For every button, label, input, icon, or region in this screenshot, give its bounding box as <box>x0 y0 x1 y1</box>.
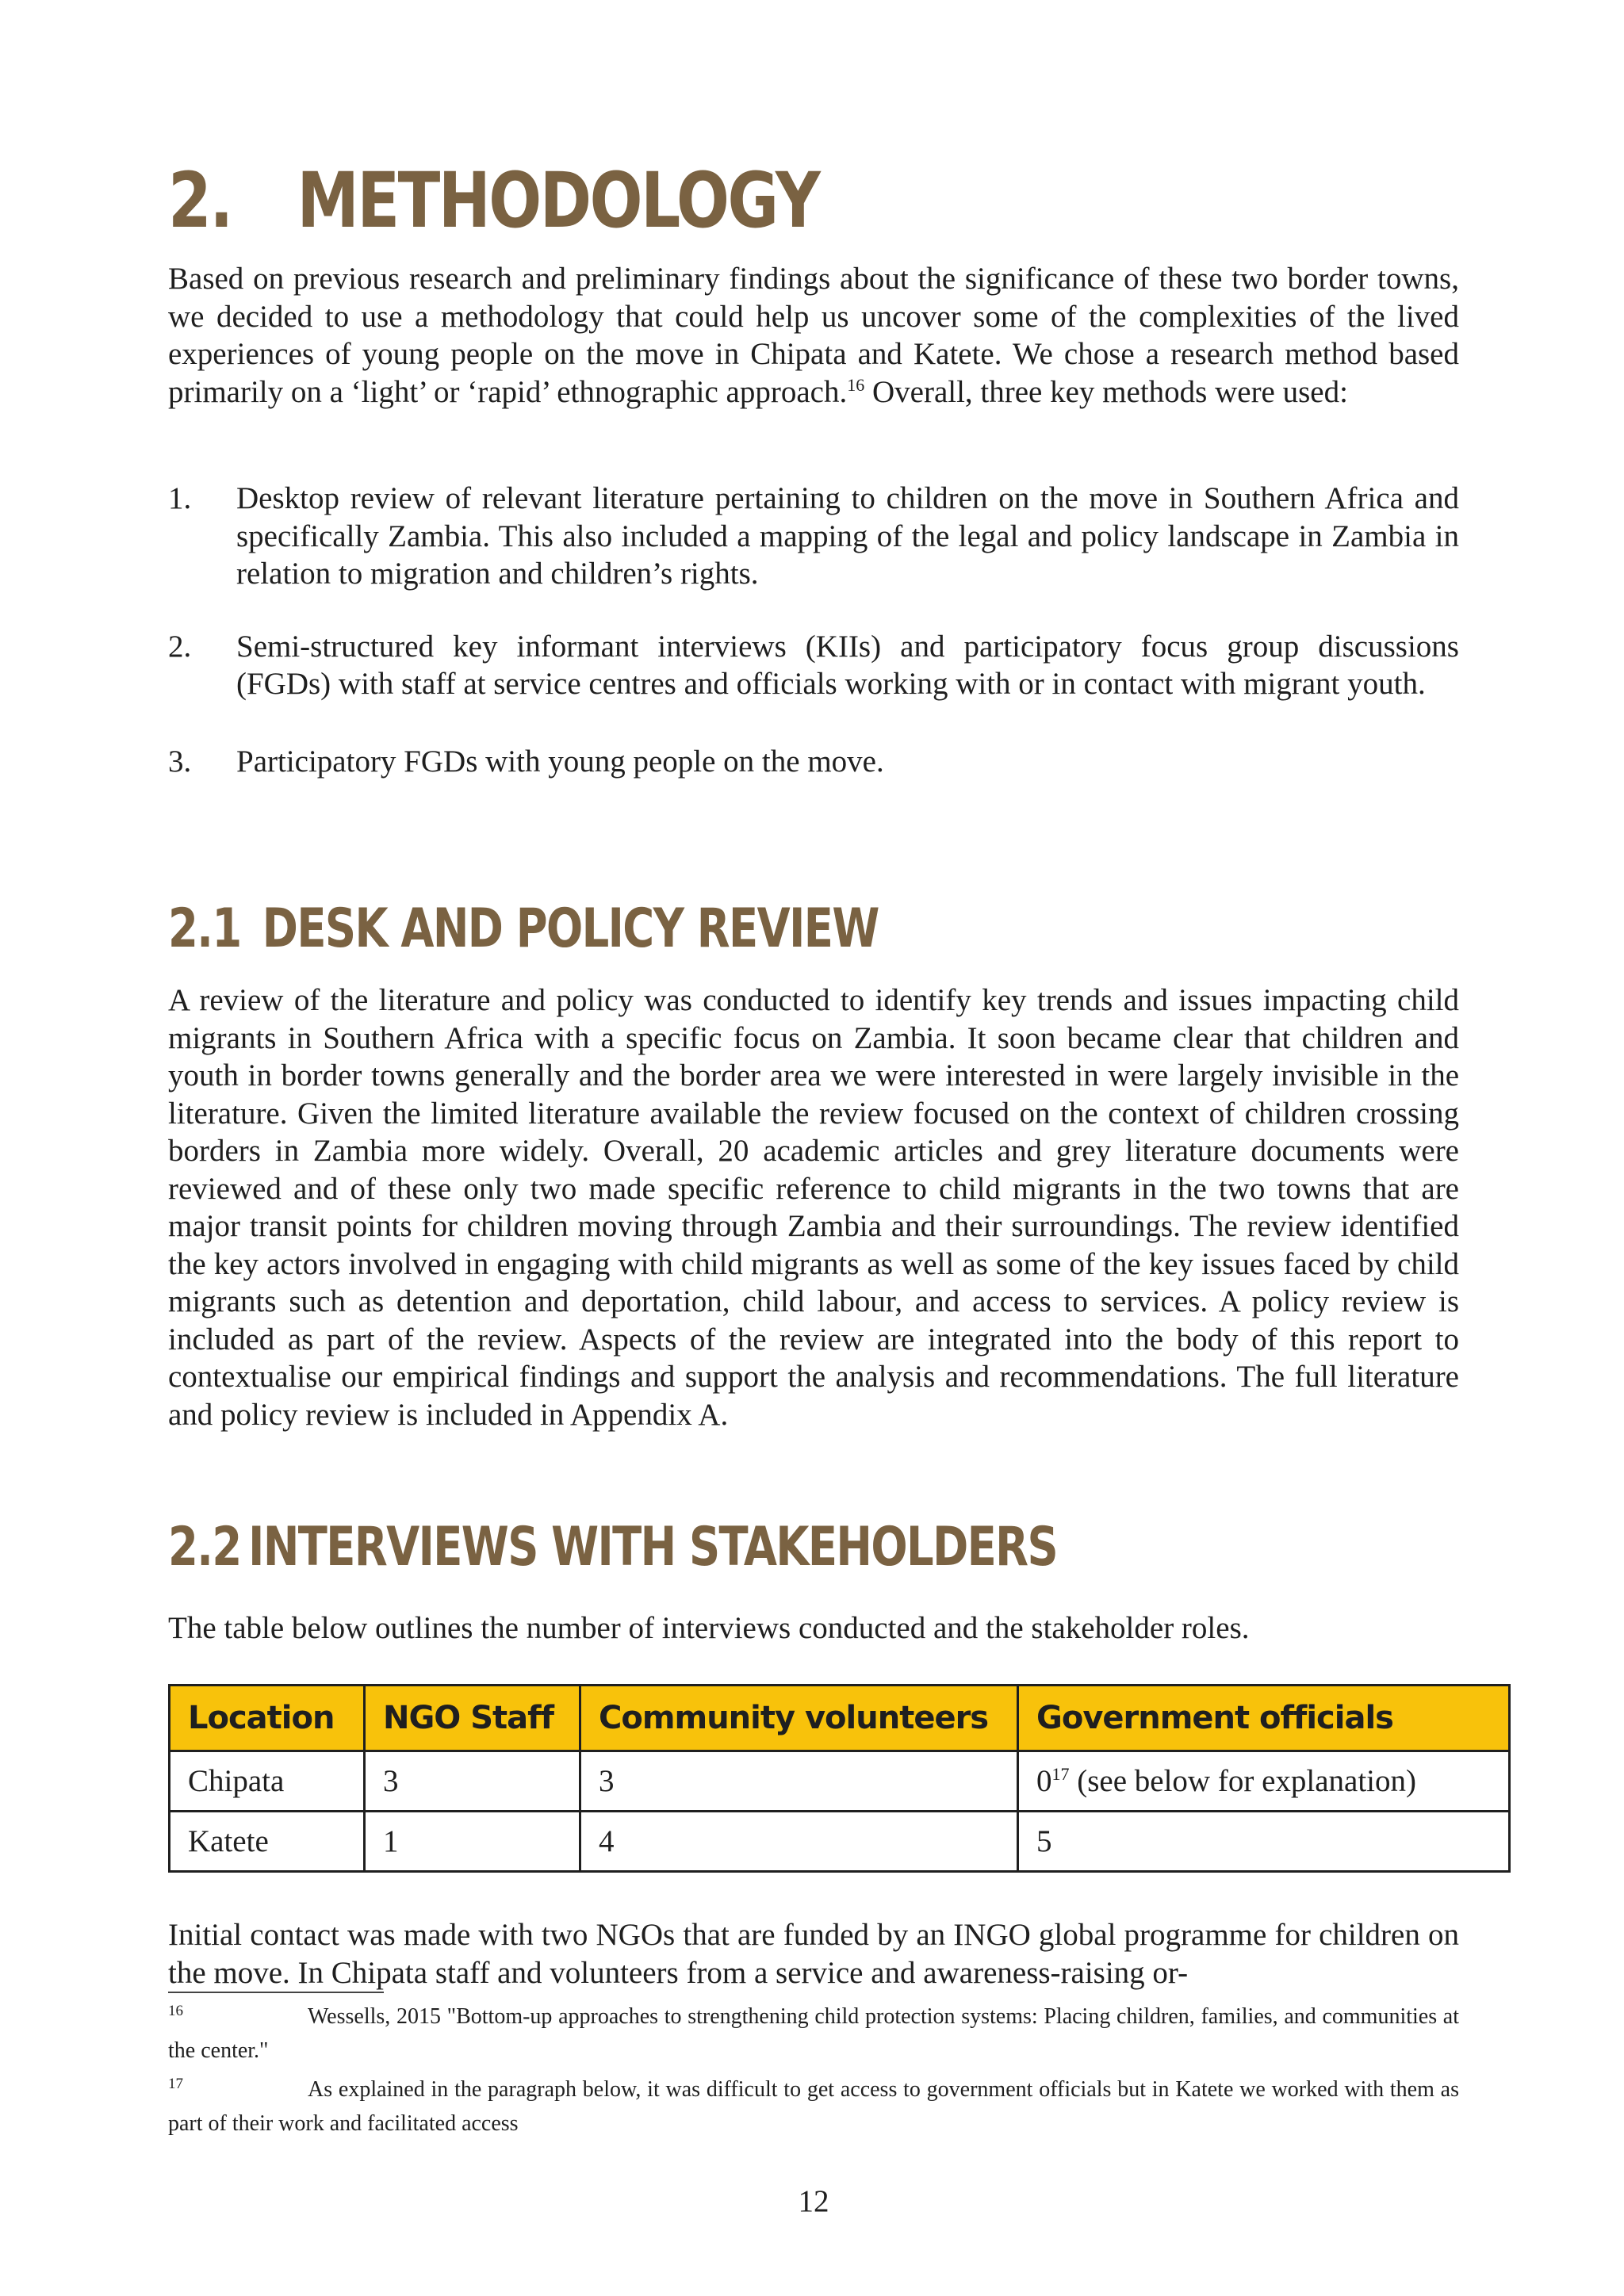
section-2-1-title: DESK AND POLICY REVIEW <box>262 897 879 960</box>
cell-community-volunteers: 4 <box>580 1812 1018 1872</box>
methods-list <box>168 480 1459 780</box>
cell-ngo-staff: 1 <box>365 1812 580 1872</box>
cell-location: Chipata <box>170 1751 365 1812</box>
list-item-text: Desktop review of relevant literature pertaining to children on the move in Southern Africa and specifically Zambia. This also included a mapping of the legal and policy landscape in Zambia in relation to migration and children’s rights. <box>236 481 1459 591</box>
cell-location: Katete <box>170 1812 365 1872</box>
footnote-ref-16: 16 <box>847 374 865 395</box>
main-heading-number: 2. <box>168 156 232 245</box>
main-heading <box>168 157 818 244</box>
table-row <box>170 1812 1510 1872</box>
section-2-2-intro: The table below outlines the number of interviews conducted and the stakeholder roles. <box>168 1611 1250 1645</box>
table-header-row <box>170 1686 1510 1751</box>
footnote-text: As explained in the paragraph below, it was difficult to get access to government officials but in Katete we worked with them as part of their work and facilitated access <box>168 2077 1459 2136</box>
col-header-government-officials: Government officials <box>1018 1686 1510 1751</box>
section-2-1-number: 2.1 <box>168 897 241 960</box>
table-row <box>170 1751 1510 1812</box>
section-2-2-title: INTERVIEWS WITH STAKEHOLDERS <box>248 1516 1058 1578</box>
cell-community-volunteers: 3 <box>580 1751 1018 1812</box>
list-item <box>168 743 1459 781</box>
list-item-number: 1. <box>168 481 192 515</box>
page-number: 12 <box>798 2184 829 2218</box>
footnote-divider <box>168 1992 384 1993</box>
closing-paragraph: Initial contact was made with two NGOs that are funded by an INGO global programme for children on the move. In Chipata staff and volunteers from a service and awareness-raising or- <box>168 1918 1459 1990</box>
section-2-2-heading <box>168 1516 1057 1579</box>
footnote-16: 16 Wessells, 2015 "Bottom-up approaches to strengthening child protection systems: Placing children, families, and communities at the center." <box>168 2002 1459 2063</box>
intro-tail: Overall, three key methods were used: <box>864 374 1348 409</box>
footnote-text: Wessells, 2015 "Bottom-up approaches to strengthening child protection systems: Placing children, families, and communities at the center." <box>168 2004 1459 2063</box>
cell-gov-value: 5 <box>1036 1824 1052 1858</box>
col-header-location: Location <box>170 1686 365 1751</box>
list-item-number: 3. <box>168 744 192 779</box>
intro-text: Based on previous research and preliminary findings about the significance of these two border towns, we decided to use a methodology that could help us uncover some of the complexities of the lived experiences of young people on the move in Chipata and Katete. We chose a research method based primarily on a ‘light’ or ‘rapid’ ethnographic approach. <box>168 262 1459 409</box>
stakeholder-table <box>168 1684 1511 1873</box>
section-2-1-paragraph: A review of the literature and policy was conducted to identify key trends and issues impacting child migrants in Southern Africa with a specific focus on Zambia. It soon became clear that children and youth in border towns generally and the border area we were interested in were largely invisible in the literature. Given the limited literature available the review focused on the context of children crossing borders in Zambia more widely. Overall, 20 academic articles and grey literature documents were reviewed and of these only two made specific reference to child migrants in the two towns that are major transit points for children moving through Zambia and their surroundings. The review identified the key actors involved in engaging with child migrants as well as some of the key issues faced by child migrants such as detention and deportation, child labour, and access to services. A policy review is included as part of the review. Aspects of the review are integrated into the body of this report to contextualise our empirical findings and support the analysis and recommendations. The full literature and policy review is included in Appendix A. <box>168 983 1459 1432</box>
footnote-ref-17: 17 <box>1051 1764 1070 1784</box>
list-item <box>168 480 1459 593</box>
list-item-text: Semi-structured key informant interviews (KIIs) and participatory focus group discussions (FGDs) with staff at service centres and officials working with or in contact with migrant youth. <box>236 629 1459 701</box>
col-header-community-volunteers: Community volunteers <box>580 1686 1018 1751</box>
list-item <box>168 628 1459 703</box>
list-item-text: Participatory FGDs with young people on the move. <box>236 744 884 779</box>
section-2-1-heading <box>168 897 879 961</box>
cell-government-officials <box>1018 1812 1510 1872</box>
cell-government-officials <box>1018 1751 1510 1812</box>
footnote-17: 17 As explained in the paragraph below, it was difficult to get access to government officials but in Katete we worked with them as part of their work and facilitated access <box>168 2075 1459 2136</box>
intro-paragraph <box>168 260 1459 411</box>
main-heading-title: METHODOLOGY <box>297 156 819 245</box>
col-header-ngo-staff: NGO Staff <box>365 1686 580 1751</box>
section-2-2-number: 2.2 <box>168 1516 241 1578</box>
cell-ngo-staff: 3 <box>365 1751 580 1812</box>
cell-gov-value: 0 <box>1036 1764 1052 1798</box>
cell-gov-note: (see below for explanation) <box>1069 1764 1416 1798</box>
list-item-number: 2. <box>168 629 192 664</box>
